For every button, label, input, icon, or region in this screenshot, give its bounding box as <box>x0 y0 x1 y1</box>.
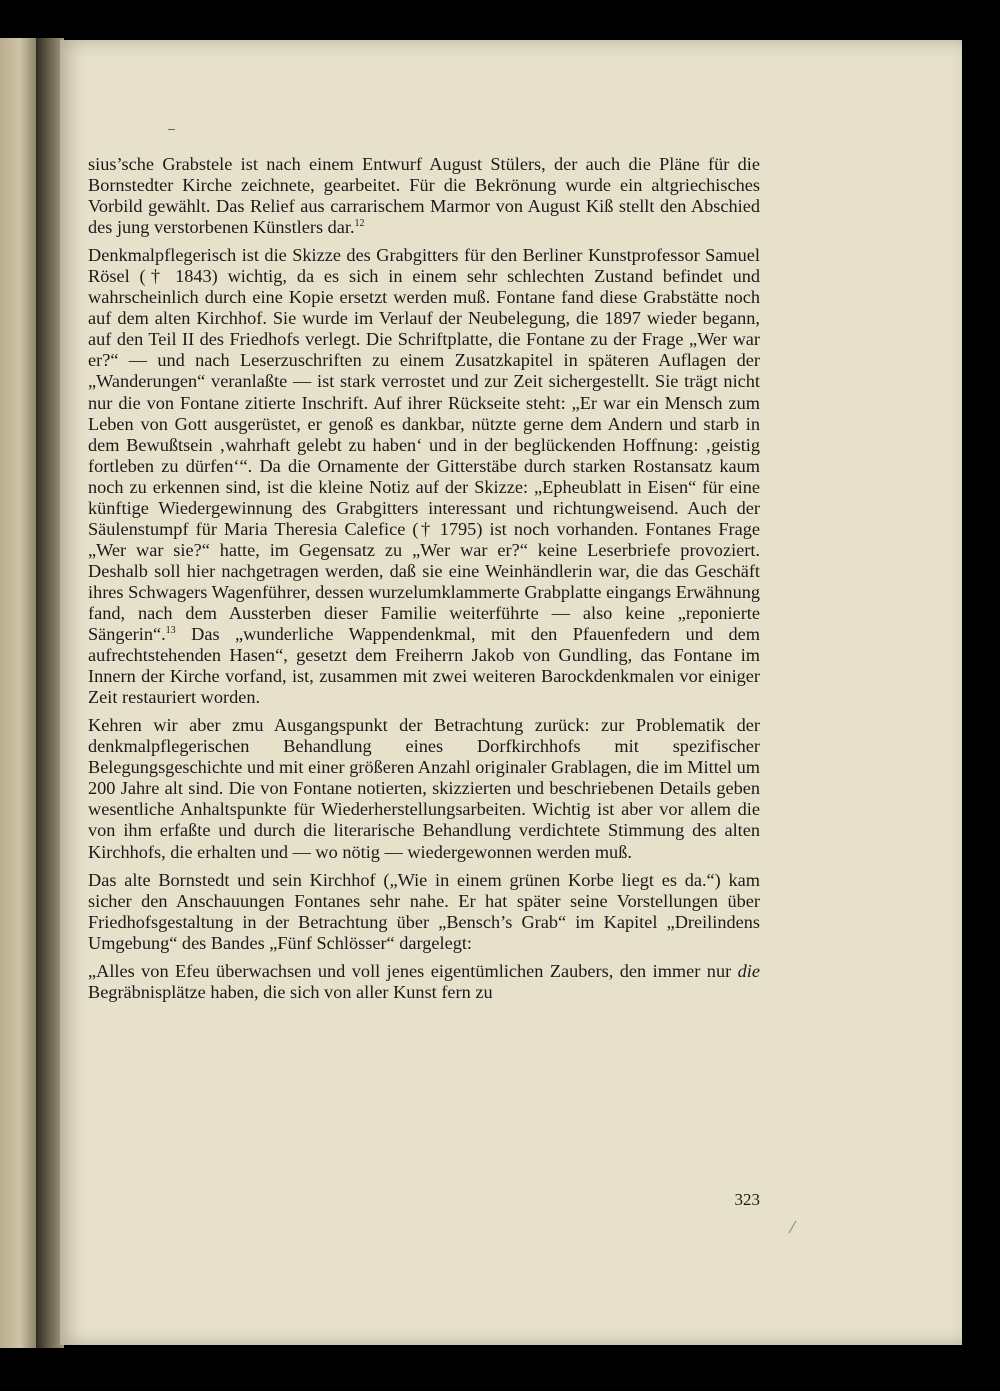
paragraph-text: Das „wunderliche Wappendenkmal, mit den Pfauenfedern und dem aufrechtstehenden Hasen“, gesetzt dem Freiherrn Jakob von Gundling, das Fontane im Innern der Kirche vorfand, ist, zusammen mit zwei weiteren Barockdenkmalen vor einiger Zeit restauriert worden. <box>88 624 760 708</box>
print-mark <box>168 129 175 130</box>
footnote-ref: 12 <box>354 218 365 230</box>
paragraph <box>88 870 760 954</box>
paragraph <box>88 961 760 1003</box>
body-text <box>88 154 760 1010</box>
emphasis-text: die <box>737 960 760 981</box>
paragraph-text: Denkmalpflegerisch ist die Skizze des Grabgitters für den Berliner Kunstprofessor Samuel Rösel († 1843) wichtig, da es sich in einem sehr schlechten Zustand befindet und wahrscheinlich durch eine Kopie ersetzt werden muß. Fontane fand diese Grabstätte noch auf dem alten Kirchhof. Sie wurde im Verlauf der Neubelegung, die 1897 wieder begann, auf den Teil II des Friedhofs verlegt. Die Schriftplatte, die Fontane zu der Frage „Wer war er?“ — und nach Leserzuschriften zu einem Zusatzkapitel in späteren Auflagen der „Wanderungen“ veranlaßte — ist stark verrostet und zur Zeit sichergestellt. Sie trägt nicht nur die von Fontane zitierte Inschrift. Auf ihrer Rückseite steht: „Er war ein Mensch zum Leben von Gott ausgerüstet, er genoß es dankbar, nützte gerne dem Andern und starb in dem Bewußtsein ‚wahrhaft gelebt zu haben‘ und in der beglückenden Hoffnung: ‚geistig fortleben zu dürfen‘“. Da die Ornamente der Gitterstäbe durch starken Rostansatz kaum noch zu erkennen sind, ist die kleine Notiz auf der Skizze: „Epheublatt in Eisen“ für eine künftige Wiedergewinnung des Grabgitters interessant und richtungweisend. Auch der Säulenstumpf für Maria Theresia Calefice († 1795) ist noch vorhanden. Fontanes Frage „Wer war sie?“ hatte, im Gegensatz zu „Wer war er?“ keine Leserbriefe provoziert. Deshalb soll hier nachgetragen werden, daß sie eine Weinhändlerin war, die das Geschäft ihres Schwagers Wagenführer, dessen wurzelumklammerte Grabplatte eingangs Erwähnung fand, nach dem Aussterben dieser Familie weiterführte — also keine „reponierte Sängerin“. <box>88 245 760 645</box>
paragraph-text: Kehren wir aber zmu Ausgangspunkt der Betrachtung zurück: zur Problematik der denkmalpflegerischen Behandlung eines Dorfkirchhofs mit spezifischer Belegungsgeschichte und mit einer größeren Anzahl originaler Grablagen, die im Mittel um 200 Jahre alt sind. Die von Fontane notierten, skizzierten und beschriebenen Details geben wesentliche Anhaltspunkte für Wiederherstellungsarbeiten. Wichtig ist aber vor allem die von ihm erfaßte und durch die literarische Behandlung verdichtete Stimmung des alten Kirchhofs, die erhalten und — wo nötig — wiedergewonnen werden muß. <box>88 715 760 862</box>
paragraph-text: Das alte Bornstedt und sein Kirchhof („Wie in einem grünen Korbe liegt es da.“) kam sicher den Anschauungen Fontanes sehr nahe. Er hat später seine Vorstellungen über Friedhofsgestaltung in der Betrachtung über „Bensch’s Grab“ im Kapitel „Dreilindens Umgebung“ des Bandes „Fünf Schlösser“ dargelegt: <box>88 869 760 953</box>
page-number: 323 <box>734 1190 760 1209</box>
paragraph-text: „Alles von Efeu überwachsen und voll jenes eigentümlichen Zaubers, den immer nur <box>88 960 738 981</box>
footnote-ref: 13 <box>165 624 176 636</box>
left-page-edge <box>0 38 36 1348</box>
paragraph <box>88 245 760 708</box>
paragraph <box>88 715 760 862</box>
pencil-mark <box>789 1221 797 1234</box>
paragraph-text: sius’sche Grabstele ist nach einem Entwurf August Stülers, der auch die Pläne für die Bornstedter Kirche zeichnete, gearbeitet. Für die Bekrönung wurde ein altgriechisches Vorbild gewählt. Das Relief aus carrarischem Marmor von August Kiß stellt den Abschied des jung verstorbenen Künstlers dar. <box>88 154 760 238</box>
paragraph-text: Begräbnisplätze haben, die sich von aller Kunst fern zu <box>88 981 493 1002</box>
book-page <box>60 40 962 1345</box>
paragraph <box>88 154 760 238</box>
